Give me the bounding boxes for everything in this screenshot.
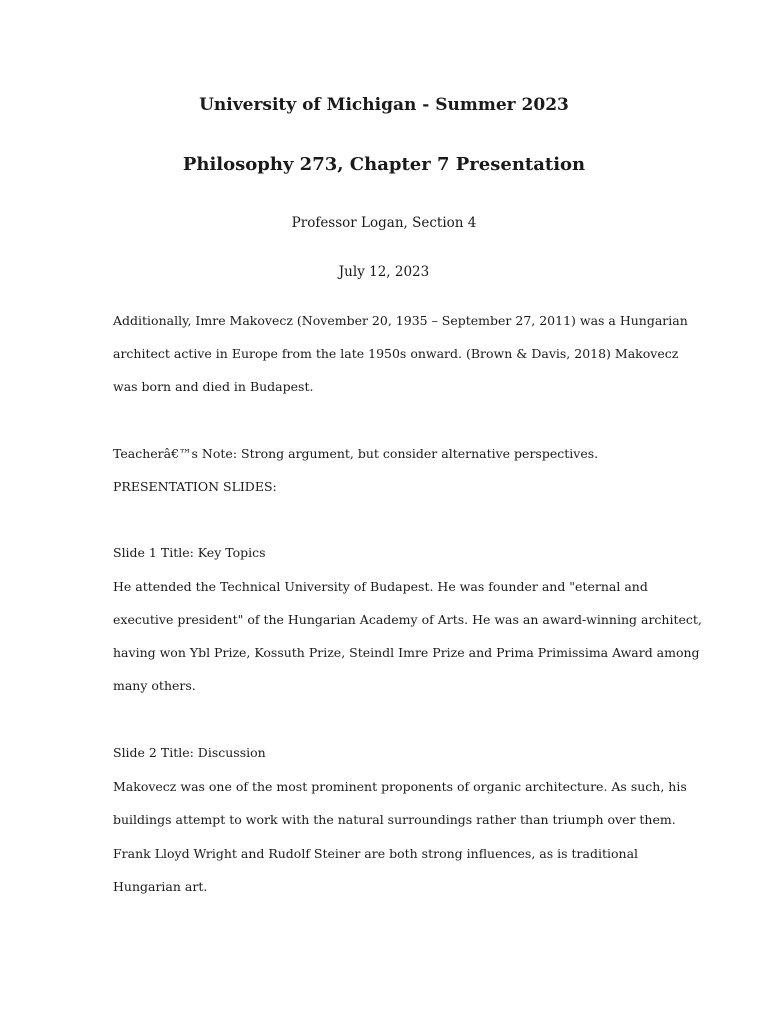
intro-line-3: was born and died in Budapest. <box>113 379 314 394</box>
instructor-line: Professor Logan, Section 4 <box>291 215 477 231</box>
slide-2-line-4: Hungarian art. <box>113 879 208 894</box>
slide-1-title: Slide 1 Title: Key Topics <box>113 545 266 560</box>
slide-1-line-2: executive president" of the Hungarian Academy of Arts. He was an award-winning architect, <box>113 612 702 627</box>
document-title: University of Michigan - Summer 2023 <box>199 95 569 115</box>
slide-2-line-3: Frank Lloyd Wright and Rudolf Steiner are both strong influences, as is traditional <box>113 846 639 861</box>
intro-line-1: Additionally, Imre Makovecz (November 20, 1935 – September 27, 2011) was a Hungarian <box>113 313 688 328</box>
slide-2-line-1: Makovecz was one of the most prominent proponents of organic architecture. As such, his <box>113 779 687 794</box>
slides-heading: PRESENTATION SLIDES: <box>113 479 277 494</box>
slide-1-line-3: having won Ybl Prize, Kossuth Prize, Steindl Imre Prize and Prima Primissima Award among <box>113 645 700 660</box>
slide-1-line-4: many others. <box>113 678 196 693</box>
intro-line-2: architect active in Europe from the late 1950s onward. (Brown & Davis, 2018) Makovecz <box>113 346 679 361</box>
teacher-note: Teacherâ€™s Note: Strong argument, but consider alternative perspectives. <box>113 446 599 461</box>
slide-2-title: Slide 2 Title: Discussion <box>113 745 266 760</box>
date-line: July 12, 2023 <box>338 264 430 280</box>
slide-1-line-1: He attended the Technical University of Budapest. He was founder and "eternal and <box>113 579 648 594</box>
slide-2-line-2: buildings attempt to work with the natural surroundings rather than triumph over them. <box>113 812 676 827</box>
document-subtitle: Philosophy 273, Chapter 7 Presentation <box>182 154 586 175</box>
